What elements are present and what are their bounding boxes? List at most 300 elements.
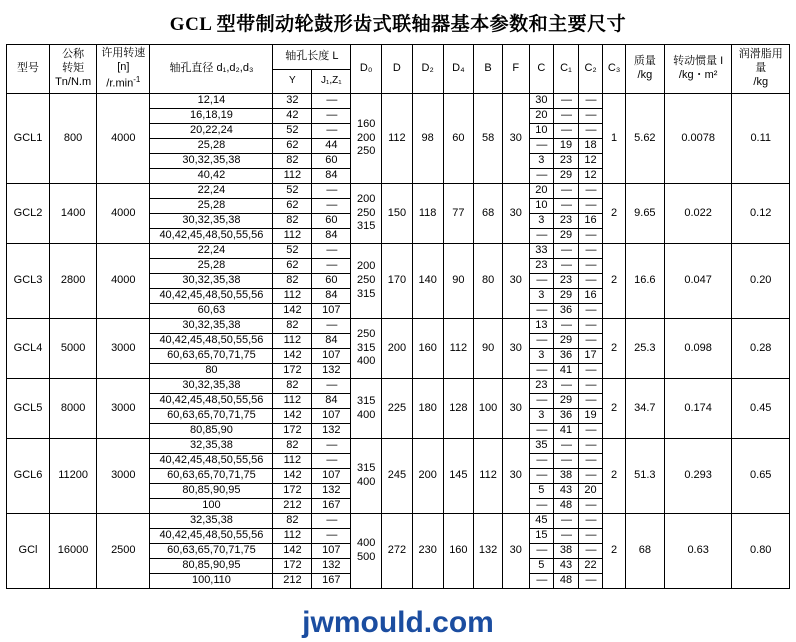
cell-B: 58 (474, 94, 503, 184)
cell-C1: 48 (554, 499, 579, 514)
cell-mass: 9.65 (625, 184, 664, 244)
cell-D2: 200 (412, 439, 443, 514)
cell-C1: 23 (554, 274, 579, 289)
cell-bore-dia: 22,24 (150, 244, 273, 259)
cell-torque: 5000 (50, 319, 97, 379)
cell-bore-len-j: 60 (312, 274, 351, 289)
cell-C3: 2 (603, 319, 626, 379)
cell-D2: 230 (412, 514, 443, 589)
cell-grease: 0.11 (732, 94, 790, 184)
cell-C: 10 (529, 124, 554, 139)
cell-C2: — (578, 394, 603, 409)
table-row (7, 184, 790, 199)
cell-D4: 60 (443, 94, 474, 184)
cell-C1: 43 (554, 484, 579, 499)
cell-bore-len-y: 82 (273, 319, 312, 334)
cell-bore-len-j: 84 (312, 334, 351, 349)
cell-bore-len-j: 132 (312, 559, 351, 574)
cell-bore-len-y: 142 (273, 304, 312, 319)
cell-bore-dia: 30,32,35,38 (150, 319, 273, 334)
cell-D: 200 (382, 319, 413, 379)
cell-bore-len-j: 167 (312, 574, 351, 589)
cell-C: 23 (529, 379, 554, 394)
col-B: B (474, 45, 503, 94)
cell-bore-len-j: — (312, 454, 351, 469)
cell-C: 15 (529, 529, 554, 544)
cell-C2: 16 (578, 289, 603, 304)
cell-bore-len-y: 112 (273, 169, 312, 184)
cell-inertia: 0.0078 (664, 94, 732, 184)
cell-bore-len-j: — (312, 439, 351, 454)
cell-D0: 315 400 (351, 439, 382, 514)
cell-bore-dia: 60,63,65,70,71,75 (150, 349, 273, 364)
cell-C3: 2 (603, 514, 626, 589)
cell-bore-len-j: 44 (312, 139, 351, 154)
cell-bore-dia: 40,42 (150, 169, 273, 184)
cell-C2: — (578, 424, 603, 439)
cell-bore-len-j: — (312, 259, 351, 274)
cell-C1: 29 (554, 169, 579, 184)
cell-bore-dia: 12,14 (150, 94, 273, 109)
cell-inertia: 0.174 (664, 379, 732, 439)
cell-D: 112 (382, 94, 413, 184)
cell-C2: 20 (578, 484, 603, 499)
cell-C2: — (578, 259, 603, 274)
cell-C2: 16 (578, 214, 603, 229)
cell-C1: — (554, 379, 579, 394)
cell-bore-len-j: 84 (312, 169, 351, 184)
cell-bore-len-j: — (312, 109, 351, 124)
cell-C2: — (578, 124, 603, 139)
page-title: GCL 型带制动轮鼓形齿式联轴器基本参数和主要尺寸 (169, 14, 627, 35)
cell-C1: — (554, 454, 579, 469)
cell-bore-dia: 30,32,35,38 (150, 274, 273, 289)
cell-C2: 19 (578, 409, 603, 424)
col-bore-len-j: J₁,Z₁ (312, 70, 351, 94)
col-D4: D₄ (443, 45, 474, 94)
col-C3: C₃ (603, 45, 626, 94)
cell-D0: 160 200 250 (351, 94, 382, 184)
cell-C: 13 (529, 319, 554, 334)
cell-C: — (529, 394, 554, 409)
cell-inertia: 0.098 (664, 319, 732, 379)
cell-C2: 18 (578, 139, 603, 154)
cell-speed: 4000 (97, 184, 150, 244)
table-row (7, 94, 790, 109)
cell-D4: 145 (443, 439, 474, 514)
cell-D0: 200 250 315 (351, 184, 382, 244)
cell-bore-len-j: — (312, 514, 351, 529)
cell-C: — (529, 499, 554, 514)
cell-C1: 38 (554, 469, 579, 484)
cell-bore-len-j: 132 (312, 364, 351, 379)
cell-mass: 5.62 (625, 94, 664, 184)
cell-speed: 4000 (97, 94, 150, 184)
table-row (7, 244, 790, 259)
cell-C: 10 (529, 199, 554, 214)
cell-C1: — (554, 94, 579, 109)
cell-bore-len-y: 82 (273, 214, 312, 229)
cell-grease: 0.80 (732, 514, 790, 589)
cell-C3: 2 (603, 244, 626, 319)
cell-C1: 23 (554, 154, 579, 169)
cell-bore-dia: 60,63,65,70,71,75 (150, 544, 273, 559)
cell-grease: 0.20 (732, 244, 790, 319)
cell-C2: — (578, 109, 603, 124)
cell-F: 30 (502, 379, 529, 439)
cell-bore-len-j: 167 (312, 499, 351, 514)
cell-grease: 0.65 (732, 439, 790, 514)
watermark: jwmould.com (302, 606, 494, 639)
cell-C: 33 (529, 244, 554, 259)
cell-F: 30 (502, 319, 529, 379)
cell-mass: 16.6 (625, 244, 664, 319)
cell-bore-len-j: 84 (312, 289, 351, 304)
col-D: D (382, 45, 413, 94)
cell-F: 30 (502, 514, 529, 589)
col-C2: C₂ (578, 45, 603, 94)
cell-bore-dia: 25,28 (150, 139, 273, 154)
cell-C1: — (554, 439, 579, 454)
cell-model: GCl (7, 514, 50, 589)
cell-C: 3 (529, 214, 554, 229)
cell-bore-len-y: 172 (273, 484, 312, 499)
cell-C1: 41 (554, 364, 579, 379)
cell-bore-dia: 100 (150, 499, 273, 514)
cell-bore-len-y: 52 (273, 244, 312, 259)
cell-grease: 0.12 (732, 184, 790, 244)
cell-C1: 36 (554, 304, 579, 319)
cell-bore-dia: 60,63,65,70,71,75 (150, 469, 273, 484)
cell-C2: — (578, 184, 603, 199)
cell-C2: 12 (578, 169, 603, 184)
cell-bore-len-j: 60 (312, 154, 351, 169)
cell-C2: — (578, 229, 603, 244)
cell-bore-len-j: 107 (312, 544, 351, 559)
cell-C1: — (554, 199, 579, 214)
cell-model: GCL5 (7, 379, 50, 439)
cell-bore-len-j: — (312, 124, 351, 139)
cell-D2: 118 (412, 184, 443, 244)
cell-C: — (529, 424, 554, 439)
cell-bore-len-y: 112 (273, 229, 312, 244)
cell-bore-len-j: — (312, 199, 351, 214)
col-D2: D₂ (412, 45, 443, 94)
cell-bore-dia: 30,32,35,38 (150, 379, 273, 394)
cell-bore-dia: 40,42,45,48,50,55,56 (150, 529, 273, 544)
cell-C: — (529, 229, 554, 244)
cell-bore-dia: 80,85,90 (150, 424, 273, 439)
cell-bore-len-j: — (312, 529, 351, 544)
col-D0: D₀ (351, 45, 382, 94)
cell-D0: 315 400 (351, 379, 382, 439)
cell-D0: 200 250 315 (351, 244, 382, 319)
cell-D2: 140 (412, 244, 443, 319)
cell-C2: — (578, 454, 603, 469)
cell-bore-len-y: 112 (273, 334, 312, 349)
cell-bore-dia: 40,42,45,48,50,55,56 (150, 334, 273, 349)
cell-bore-len-y: 82 (273, 514, 312, 529)
cell-speed: 3000 (97, 439, 150, 514)
cell-C1: 38 (554, 544, 579, 559)
col-speed: 许用转速 [n] $/r.\min^{-1}$ (97, 45, 150, 94)
cell-C3: 1 (603, 94, 626, 184)
cell-bore-len-y: 62 (273, 259, 312, 274)
cell-C2: — (578, 529, 603, 544)
cell-C3: 2 (603, 439, 626, 514)
cell-bore-len-j: — (312, 184, 351, 199)
cell-D0: 250 315 400 (351, 319, 382, 379)
col-grease: 润滑脂用量 /kg (732, 45, 790, 94)
cell-bore-dia: 40,42,45,48,50,55,56 (150, 454, 273, 469)
cell-D: 272 (382, 514, 413, 589)
cell-D4: 160 (443, 514, 474, 589)
cell-bore-len-y: 112 (273, 289, 312, 304)
cell-C1: — (554, 109, 579, 124)
cell-C: 20 (529, 109, 554, 124)
cell-C: — (529, 274, 554, 289)
cell-C1: — (554, 184, 579, 199)
cell-C: — (529, 574, 554, 589)
cell-C1: 48 (554, 574, 579, 589)
cell-C: — (529, 364, 554, 379)
cell-C: — (529, 169, 554, 184)
cell-bore-len-y: 142 (273, 349, 312, 364)
cell-C1: — (554, 259, 579, 274)
cell-model: GCL1 (7, 94, 50, 184)
cell-D2: 160 (412, 319, 443, 379)
cell-inertia: 0.293 (664, 439, 732, 514)
cell-C2: — (578, 334, 603, 349)
cell-bore-dia: 30,32,35,38 (150, 154, 273, 169)
cell-bore-len-y: 172 (273, 559, 312, 574)
cell-C: 3 (529, 289, 554, 304)
table-row (7, 319, 790, 334)
cell-model: GCL4 (7, 319, 50, 379)
cell-C2: — (578, 379, 603, 394)
cell-bore-len-y: 172 (273, 364, 312, 379)
cell-bore-len-y: 82 (273, 154, 312, 169)
cell-D0: 400 500 (351, 514, 382, 589)
cell-bore-len-j: 107 (312, 409, 351, 424)
cell-B: 112 (474, 439, 503, 514)
cell-bore-len-y: 212 (273, 574, 312, 589)
spec-table (6, 44, 790, 589)
cell-C1: — (554, 319, 579, 334)
col-bore-len: 轴孔长度 L (273, 45, 351, 70)
cell-bore-dia: 32,35,38 (150, 439, 273, 454)
cell-B: 100 (474, 379, 503, 439)
cell-C1: 43 (554, 559, 579, 574)
cell-C2: — (578, 574, 603, 589)
cell-C1: — (554, 124, 579, 139)
cell-D2: 98 (412, 94, 443, 184)
table-row (7, 439, 790, 454)
cell-bore-len-j: 84 (312, 229, 351, 244)
col-model: 型号 (7, 45, 50, 94)
cell-bore-len-y: 142 (273, 409, 312, 424)
cell-C2: — (578, 199, 603, 214)
cell-C: 35 (529, 439, 554, 454)
col-C: C (529, 45, 554, 94)
cell-torque: 8000 (50, 379, 97, 439)
cell-bore-len-y: 172 (273, 424, 312, 439)
cell-bore-len-y: 142 (273, 469, 312, 484)
cell-model: GCL6 (7, 439, 50, 514)
col-bore-len-y: Y (273, 70, 312, 94)
cell-D: 245 (382, 439, 413, 514)
cell-C1: 41 (554, 424, 579, 439)
cell-bore-len-j: 84 (312, 394, 351, 409)
cell-C: — (529, 469, 554, 484)
cell-C: — (529, 544, 554, 559)
cell-bore-len-j: 107 (312, 349, 351, 364)
cell-F: 30 (502, 184, 529, 244)
cell-bore-len-y: 212 (273, 499, 312, 514)
cell-D4: 128 (443, 379, 474, 439)
cell-bore-dia: 80,85,90,95 (150, 484, 273, 499)
cell-bore-dia: 40,42,45,48,50,55,56 (150, 229, 273, 244)
cell-bore-dia: 20,22,24 (150, 124, 273, 139)
cell-torque: 16000 (50, 514, 97, 589)
table-row (7, 514, 790, 529)
cell-bore-len-y: 62 (273, 199, 312, 214)
cell-C2: 22 (578, 559, 603, 574)
cell-C1: 29 (554, 229, 579, 244)
cell-C1: 29 (554, 394, 579, 409)
cell-bore-len-y: 112 (273, 454, 312, 469)
cell-C1: 29 (554, 289, 579, 304)
cell-C1: 36 (554, 409, 579, 424)
cell-bore-len-y: 52 (273, 184, 312, 199)
cell-bore-len-j: — (312, 244, 351, 259)
cell-mass: 34.7 (625, 379, 664, 439)
cell-bore-len-j: — (312, 94, 351, 109)
cell-bore-len-j: 132 (312, 484, 351, 499)
cell-C1: — (554, 244, 579, 259)
cell-bore-len-y: 142 (273, 544, 312, 559)
cell-C: 5 (529, 484, 554, 499)
cell-B: 132 (474, 514, 503, 589)
cell-C2: — (578, 544, 603, 559)
cell-B: 80 (474, 244, 503, 319)
cell-D4: 90 (443, 244, 474, 319)
cell-C2: — (578, 439, 603, 454)
cell-C2: — (578, 244, 603, 259)
cell-speed: 4000 (97, 244, 150, 319)
cell-D4: 112 (443, 319, 474, 379)
cell-grease: 0.28 (732, 319, 790, 379)
cell-D: 225 (382, 379, 413, 439)
cell-model: GCL2 (7, 184, 50, 244)
cell-F: 30 (502, 94, 529, 184)
cell-bore-dia: 40,42,45,48,50,55,56 (150, 289, 273, 304)
cell-D: 150 (382, 184, 413, 244)
cell-C: 5 (529, 559, 554, 574)
cell-bore-dia: 100,110 (150, 574, 273, 589)
cell-bore-dia: 25,28 (150, 199, 273, 214)
cell-C: 23 (529, 259, 554, 274)
cell-bore-len-j: 107 (312, 469, 351, 484)
cell-C1: 19 (554, 139, 579, 154)
col-inertia: 转动惯量 I /kg・m² (664, 45, 732, 94)
cell-inertia: 0.047 (664, 244, 732, 319)
cell-speed: 3000 (97, 319, 150, 379)
cell-bore-len-j: — (312, 379, 351, 394)
cell-torque: 11200 (50, 439, 97, 514)
cell-C3: 2 (603, 379, 626, 439)
cell-D2: 180 (412, 379, 443, 439)
cell-C2: — (578, 94, 603, 109)
cell-bore-dia: 32,35,38 (150, 514, 273, 529)
cell-bore-len-y: 32 (273, 94, 312, 109)
cell-C2: — (578, 364, 603, 379)
cell-bore-dia: 80,85,90,95 (150, 559, 273, 574)
cell-bore-len-y: 52 (273, 124, 312, 139)
cell-D4: 77 (443, 184, 474, 244)
cell-C: 20 (529, 184, 554, 199)
table-header (7, 45, 790, 94)
cell-C: — (529, 304, 554, 319)
cell-B: 68 (474, 184, 503, 244)
cell-bore-len-j: 60 (312, 214, 351, 229)
cell-C: 30 (529, 94, 554, 109)
cell-bore-len-y: 82 (273, 274, 312, 289)
cell-bore-dia: 60,63,65,70,71,75 (150, 409, 273, 424)
cell-bore-len-j: — (312, 319, 351, 334)
cell-torque: 800 (50, 94, 97, 184)
cell-C2: — (578, 514, 603, 529)
cell-bore-dia: 80 (150, 364, 273, 379)
table-body (7, 94, 790, 589)
cell-bore-dia: 40,42,45,48,50,55,56 (150, 394, 273, 409)
cell-C: — (529, 334, 554, 349)
cell-C2: — (578, 274, 603, 289)
cell-mass: 68 (625, 514, 664, 589)
cell-bore-len-j: 107 (312, 304, 351, 319)
cell-bore-len-y: 112 (273, 394, 312, 409)
cell-bore-dia: 25,28 (150, 259, 273, 274)
cell-mass: 51.3 (625, 439, 664, 514)
cell-C1: — (554, 514, 579, 529)
cell-bore-len-j: 132 (312, 424, 351, 439)
col-torque: 公称 转矩 Tn/N.m (50, 45, 97, 94)
cell-bore-dia: 16,18,19 (150, 109, 273, 124)
cell-C2: — (578, 304, 603, 319)
cell-speed: 3000 (97, 379, 150, 439)
cell-C2: 12 (578, 154, 603, 169)
cell-bore-len-y: 112 (273, 529, 312, 544)
col-C1: C₁ (554, 45, 579, 94)
cell-bore-len-y: 82 (273, 379, 312, 394)
cell-bore-len-y: 62 (273, 139, 312, 154)
cell-bore-len-y: 82 (273, 439, 312, 454)
cell-mass: 25.3 (625, 319, 664, 379)
cell-F: 30 (502, 244, 529, 319)
cell-bore-len-y: 42 (273, 109, 312, 124)
cell-bore-dia: 22,24 (150, 184, 273, 199)
cell-F: 30 (502, 439, 529, 514)
cell-C2: — (578, 499, 603, 514)
col-bore-dia: 轴孔直径 d₁,d₂,d₃ (150, 45, 273, 94)
cell-C2: — (578, 469, 603, 484)
cell-grease: 0.45 (732, 379, 790, 439)
cell-inertia: 0.63 (664, 514, 732, 589)
cell-C: — (529, 454, 554, 469)
cell-C1: — (554, 529, 579, 544)
cell-C: 3 (529, 154, 554, 169)
col-mass: 质量 /kg (625, 45, 664, 94)
